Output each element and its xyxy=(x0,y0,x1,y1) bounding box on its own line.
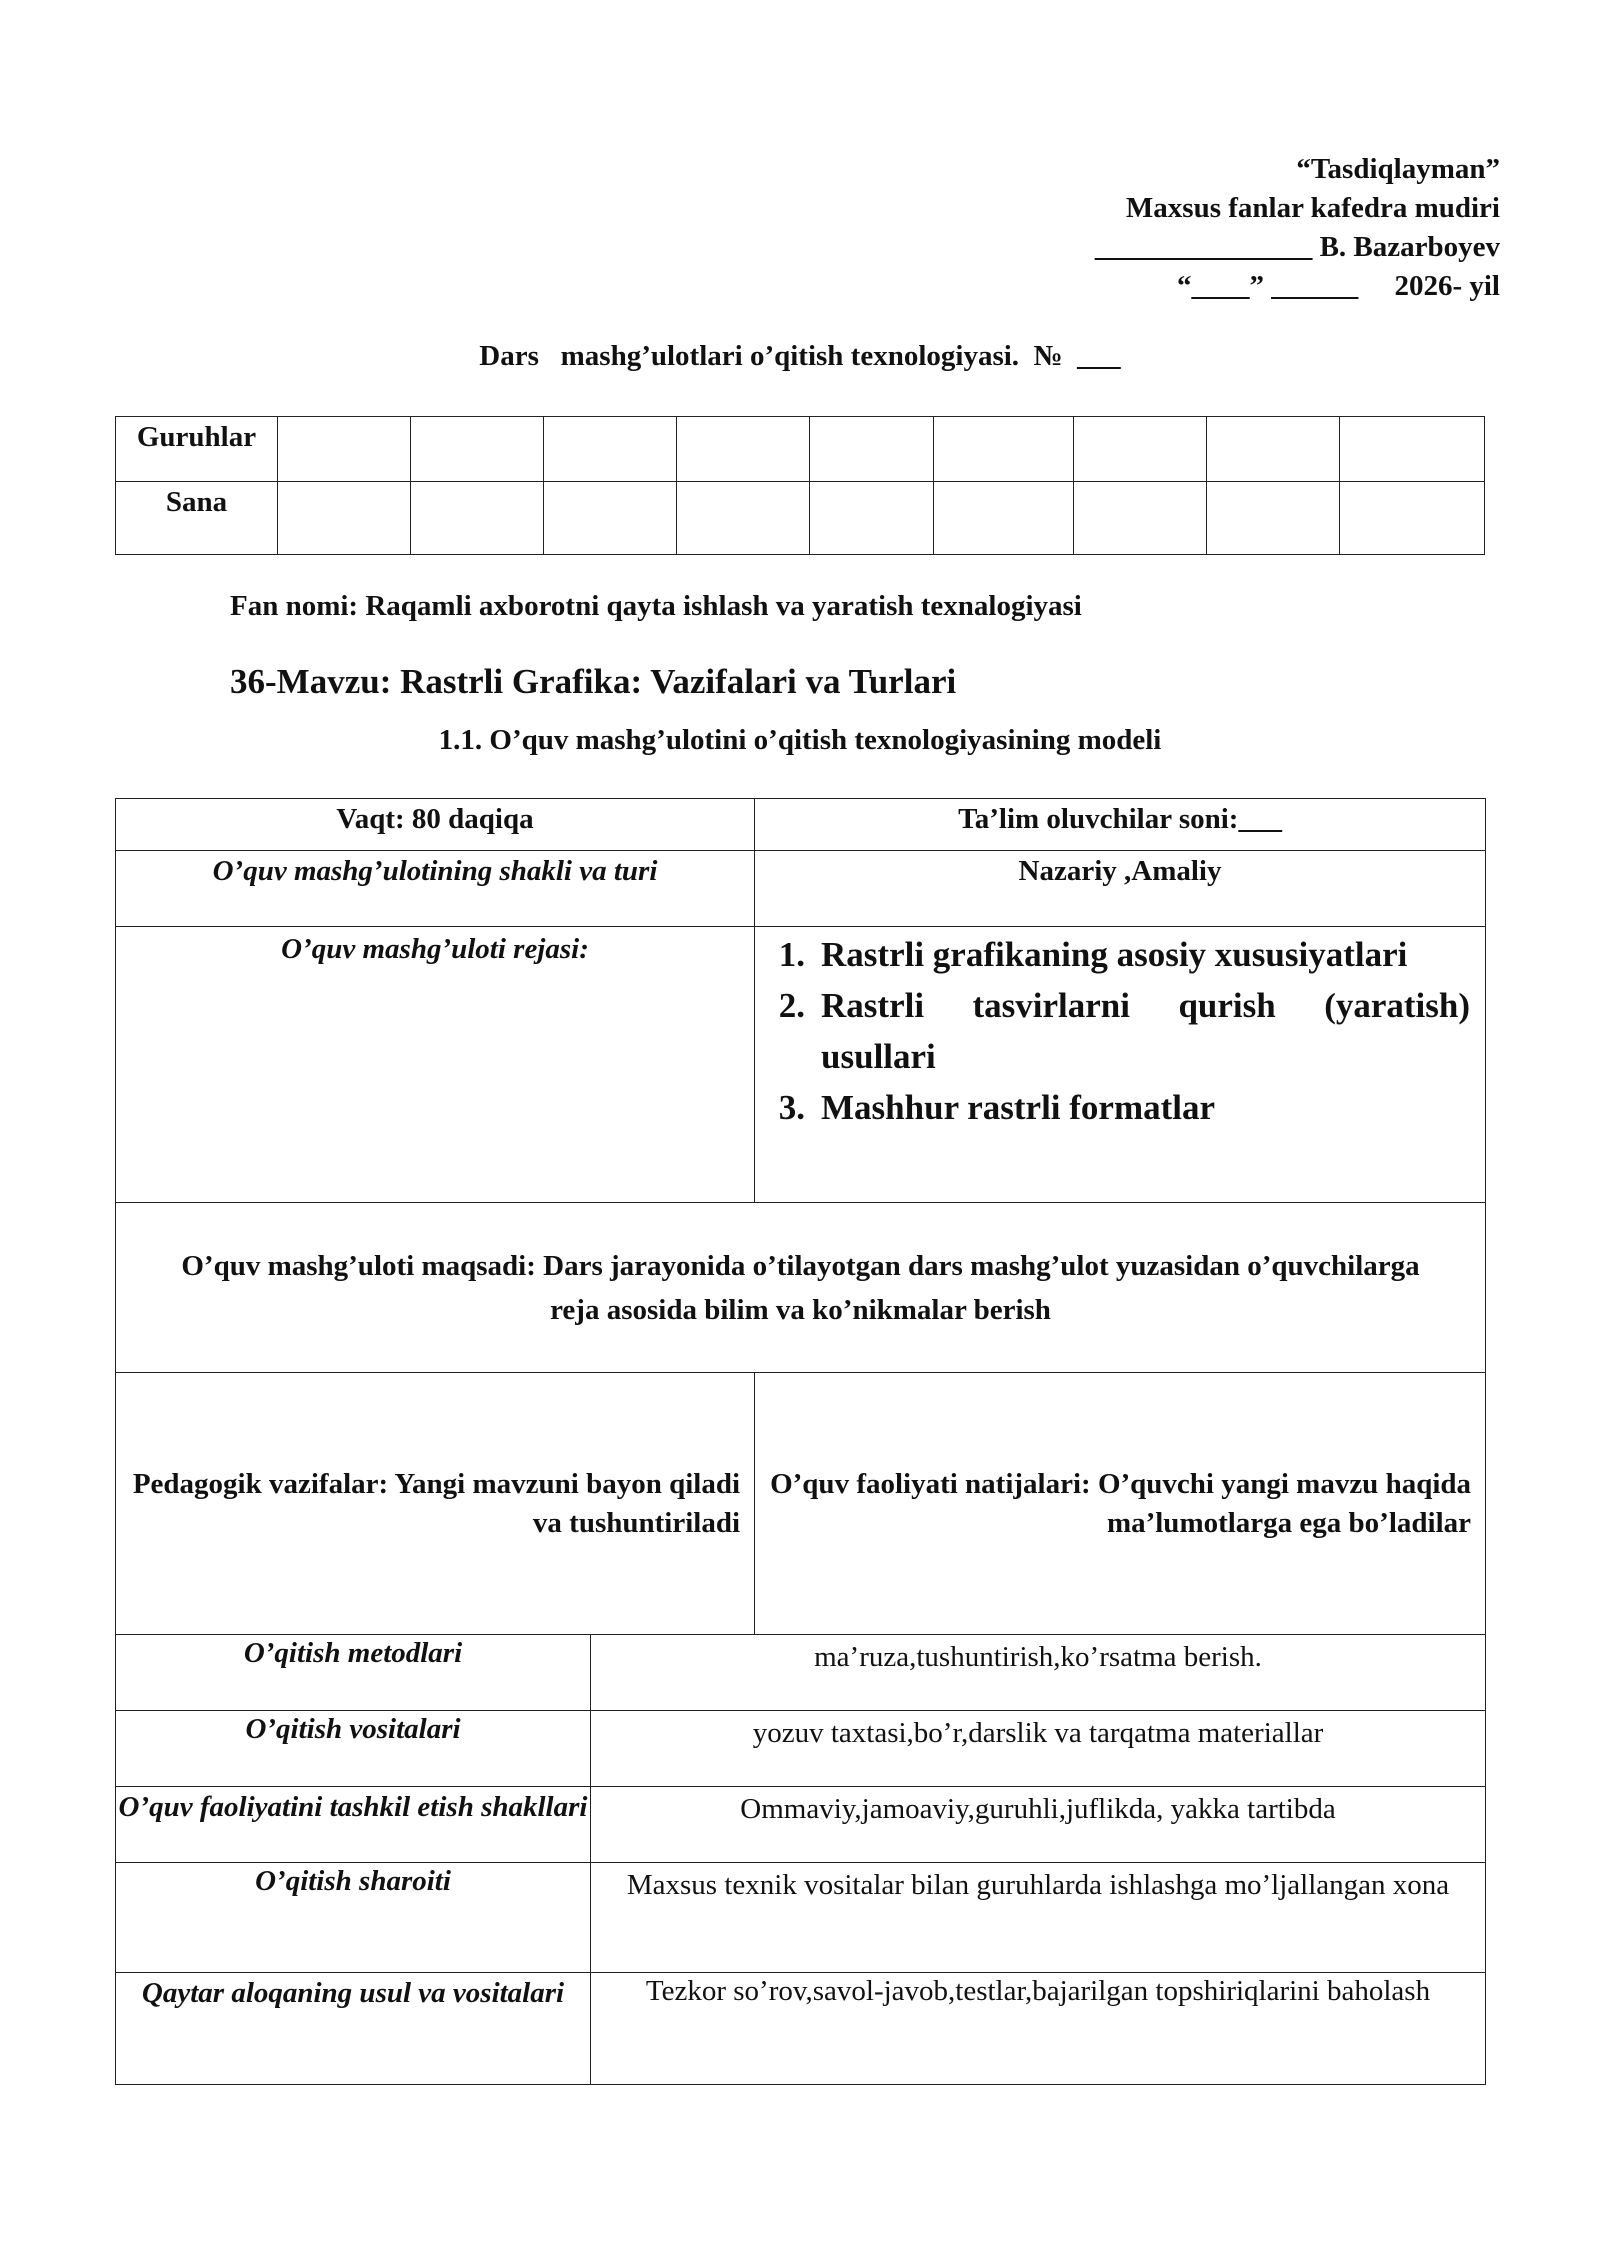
group-cell[interactable] xyxy=(1207,417,1340,482)
feedback-label: Qaytar aloqaning usul va vositalari xyxy=(116,1973,591,2085)
goal-cell: O’quv mashg’uloti maqsadi: Dars jarayonida o’tilayotgan dars mashg’ulot yuzasidan o’quvchilarga reja asosida bilim va ko’nikmalar berish xyxy=(116,1203,1486,1373)
groups-label: Guruhlar xyxy=(116,417,278,482)
model-heading: 1.1. O’quv mashg’ulotini o’qitish texnologiyasining modeli xyxy=(438,724,1162,756)
date-cell[interactable] xyxy=(410,482,543,555)
learning-results: O’quv faoliyati natijalari: O’quvchi yangi mavzu haqida ma’lumotlarga ega bo’ladilar xyxy=(755,1373,1486,1635)
approval-position: Maxsus fanlar kafedra mudiri xyxy=(1125,192,1500,224)
date-cell[interactable] xyxy=(543,482,676,555)
feedback-row xyxy=(116,1973,1486,2085)
tools-value: yozuv taxtasi,bo’r,darslik va tarqatma materiallar xyxy=(591,1711,1486,1787)
group-cell[interactable] xyxy=(543,417,676,482)
lesson-model-table xyxy=(115,798,1486,2085)
subject-name: Fan nomi: Raqamli axborotni qayta ishlash va yaratish texnalogiyasi xyxy=(230,590,1082,622)
plan-item: 1. Rastrli grafikaning asosiy xususiyatlari xyxy=(778,935,1408,974)
tools-row xyxy=(116,1711,1486,1787)
group-cell[interactable] xyxy=(809,417,934,482)
date-cell[interactable] xyxy=(934,482,1074,555)
groups-table xyxy=(115,416,1485,555)
date-cell[interactable] xyxy=(1074,482,1207,555)
group-cell[interactable] xyxy=(676,417,809,482)
conditions-value: Maxsus texnik vositalar bilan guruhlarda ishlashga mo’ljallangan xona xyxy=(591,1863,1486,1973)
plan-item: 2. Rastrli tasvirlarni qurish (yaratish) usullari xyxy=(778,986,1471,1076)
date-cell[interactable] xyxy=(1207,482,1340,555)
approval-date-line: “____” ______ 2026- yil xyxy=(1176,270,1500,302)
methods-value: ma’ruza,tushuntirish,ko’rsatma berish. xyxy=(591,1635,1486,1711)
form-row xyxy=(116,851,1486,927)
time-row xyxy=(116,799,1486,851)
form-label: O’quv mashg’ulotining shakli va turi xyxy=(116,851,755,927)
conditions-row xyxy=(116,1863,1486,1973)
students-cell: Ta’lim oluvchilar soni:___ xyxy=(755,799,1486,851)
group-cell[interactable] xyxy=(277,417,410,482)
group-cell[interactable] xyxy=(1340,417,1485,482)
plan-item: 3. Mashhur rastrli formatlar xyxy=(778,1088,1216,1127)
approval-title: “Tasdiqlayman” xyxy=(1296,153,1500,185)
time-cell: Vaqt: 80 daqiqa xyxy=(116,799,755,851)
groups-row xyxy=(116,417,1485,482)
lesson-title: Dars mashg’ulotlari o’qitish texnologiyasi. № ___ xyxy=(479,340,1121,372)
plan-list xyxy=(755,929,1470,1133)
topic-heading: 36-Mavzu: Rastrli Grafika: Vazifalari va Turlari xyxy=(230,662,957,701)
approval-signature-line: _______________ B. Bazarboyev xyxy=(1094,231,1500,263)
date-cell[interactable] xyxy=(277,482,410,555)
plan-label: O’quv mashg’uloti rejasi: xyxy=(116,927,755,1203)
group-cell[interactable] xyxy=(1074,417,1207,482)
pedagogical-tasks: Pedagogik vazifalar: Yangi mavzuni bayon qiladi va tushuntiriladi xyxy=(116,1373,755,1635)
feedback-value: Tezkor so’rov,savol-javob,testlar,bajarilgan topshiriqlarini baholash xyxy=(591,1973,1486,2085)
date-label: Sana xyxy=(116,482,278,555)
conditions-label: O’qitish sharoiti xyxy=(116,1863,591,1973)
group-cell[interactable] xyxy=(934,417,1074,482)
date-cell[interactable] xyxy=(676,482,809,555)
group-cell[interactable] xyxy=(410,417,543,482)
methods-label: O’qitish metodlari xyxy=(116,1635,591,1711)
goal-row xyxy=(116,1203,1486,1373)
forms-row xyxy=(116,1787,1486,1863)
tools-label: O’qitish vositalari xyxy=(116,1711,591,1787)
plan-row xyxy=(116,927,1486,1203)
date-cell[interactable] xyxy=(809,482,934,555)
forms-value: Ommaviy,jamoaviy,guruhli,juflikda, yakka tartibda xyxy=(591,1787,1486,1863)
date-row xyxy=(116,482,1485,555)
plan-cell xyxy=(755,927,1486,1203)
methods-row xyxy=(116,1635,1486,1711)
form-value: Nazariy ,Amaliy xyxy=(755,851,1486,927)
approval-block xyxy=(1095,150,1500,306)
forms-label: O’quv faoliyatini tashkil etish shakllari xyxy=(116,1787,591,1863)
tasks-row xyxy=(116,1373,1486,1635)
date-cell[interactable] xyxy=(1340,482,1485,555)
